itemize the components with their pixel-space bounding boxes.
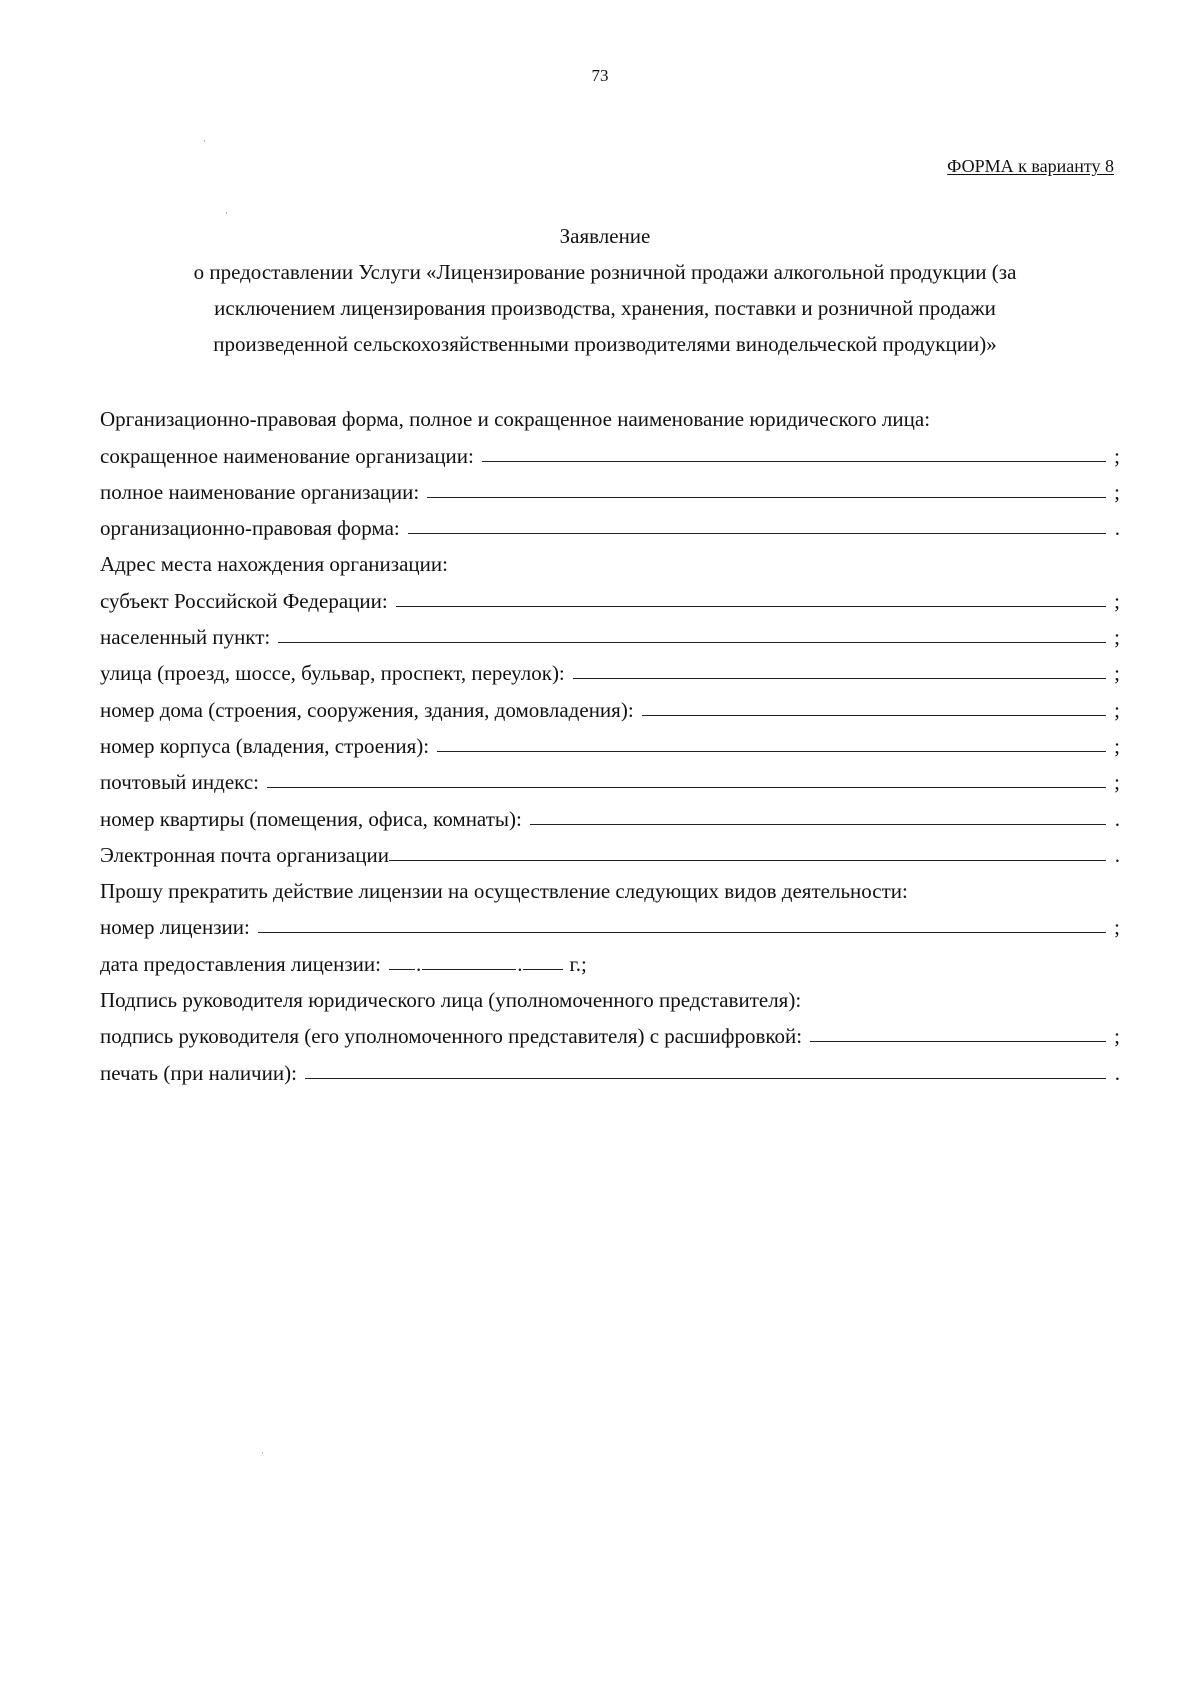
building-field[interactable] xyxy=(437,750,1106,752)
street-row xyxy=(100,650,1120,686)
region-field[interactable] xyxy=(396,605,1106,607)
address-section-heading xyxy=(100,541,1120,577)
apartment-label: номер квартиры (помещения, офиса, комнаты): xyxy=(100,806,522,831)
email-label: Электронная почта организации xyxy=(100,842,389,867)
postal-code-row xyxy=(100,759,1120,795)
full-name-field[interactable] xyxy=(427,496,1106,498)
signature-field[interactable] xyxy=(810,1040,1106,1042)
license-date-day-field[interactable] xyxy=(389,968,415,970)
signature-section-heading xyxy=(100,977,1120,1013)
locality-label: населенный пункт: xyxy=(100,625,271,650)
street-field[interactable] xyxy=(573,677,1106,679)
postal-code-end: ; xyxy=(1114,770,1120,795)
scan-speck xyxy=(262,1452,263,1454)
seal-label: печать (при наличии): xyxy=(100,1060,297,1085)
request-section-label: Прошу прекратить действие лицензии на осуществление следующих видов деятельности: xyxy=(100,879,908,904)
license-number-field[interactable] xyxy=(258,931,1106,933)
email-end: . xyxy=(1114,842,1120,867)
scan-speck xyxy=(226,212,227,214)
title-line-3: произведенной сельскохозяйственными производителями винодельческой продукции)» xyxy=(213,332,997,356)
legal-form-field[interactable] xyxy=(408,532,1106,534)
license-date-sep-2: . xyxy=(517,951,523,976)
street-end: ; xyxy=(1114,661,1120,686)
page-number: 73 xyxy=(591,66,609,85)
license-date-year-field[interactable] xyxy=(523,968,563,970)
building-end: ; xyxy=(1114,733,1120,758)
full-name-end: ; xyxy=(1114,479,1120,504)
full-name-label: полное наименование организации: xyxy=(100,479,420,504)
signature-label: подпись руководителя (его уполномоченного представителя) с расшифровкой: xyxy=(100,1024,803,1049)
email-field[interactable] xyxy=(389,859,1106,861)
region-label: субъект Российской Федерации: xyxy=(100,588,388,613)
title-line-1: о предоставлении Услуги «Лицензирование розничной продажи алкогольной продукции (за xyxy=(193,260,1017,284)
address-section-label: Адрес места нахождения организации: xyxy=(100,552,448,577)
org-section-label: Организационно-правовая форма, полное и сокращенное наименование юридического лица: xyxy=(100,407,931,432)
license-number-label: номер лицензии: xyxy=(100,915,250,940)
request-section-heading xyxy=(100,868,1120,904)
postal-code-field[interactable] xyxy=(267,786,1106,788)
license-date-month-field[interactable] xyxy=(422,968,516,970)
scan-speck xyxy=(204,140,205,142)
apartment-end: . xyxy=(1114,806,1120,831)
short-name-end: ; xyxy=(1114,443,1120,468)
legal-form-label: организационно-правовая форма: xyxy=(100,516,400,541)
application-title xyxy=(110,218,1100,362)
legal-form-row xyxy=(100,505,1120,541)
short-name-label: сокращенное наименование организации: xyxy=(100,443,474,468)
org-section-heading xyxy=(100,396,1120,432)
house-row xyxy=(100,686,1120,722)
signature-section-label: Подпись руководителя юридического лица (уполномоченного представителя): xyxy=(100,988,802,1013)
region-end: ; xyxy=(1114,588,1120,613)
apartment-field[interactable] xyxy=(530,823,1106,825)
license-number-row xyxy=(100,904,1120,940)
locality-field[interactable] xyxy=(278,641,1106,643)
house-field[interactable] xyxy=(642,714,1106,716)
license-date-sep-1: . xyxy=(415,951,422,976)
building-label: номер корпуса (владения, строения): xyxy=(100,733,430,758)
license-number-end: ; xyxy=(1114,915,1120,940)
signature-row xyxy=(100,1013,1120,1049)
locality-row xyxy=(100,614,1120,650)
license-date-label: дата предоставления лицензии: xyxy=(100,951,381,976)
title-heading: Заявление xyxy=(559,224,651,248)
seal-field[interactable] xyxy=(305,1077,1106,1079)
locality-end: ; xyxy=(1114,625,1120,650)
application-fields xyxy=(100,396,1120,1086)
postal-code-label: почтовый индекс: xyxy=(100,770,259,795)
full-name-row xyxy=(100,469,1120,505)
short-name-field[interactable] xyxy=(482,460,1106,462)
seal-end: . xyxy=(1114,1060,1120,1085)
house-end: ; xyxy=(1114,697,1120,722)
region-row xyxy=(100,577,1120,613)
title-line-2: исключением лицензирования производства, хранения, поставки и розничной продажи xyxy=(214,296,996,320)
license-date-year-suffix: г.; xyxy=(569,951,587,976)
building-row xyxy=(100,723,1120,759)
license-date-row xyxy=(100,940,1120,976)
house-label: номер дома (строения, сооружения, здания, домовладения): xyxy=(100,697,634,722)
seal-row xyxy=(100,1049,1120,1085)
signature-end: ; xyxy=(1114,1024,1120,1049)
street-label: улица (проезд, шоссе, бульвар, проспект, переулок): xyxy=(100,661,565,686)
apartment-row xyxy=(100,795,1120,831)
short-name-row xyxy=(100,432,1120,468)
legal-form-end: . xyxy=(1114,516,1120,541)
email-row xyxy=(100,832,1120,868)
form-reference: ФОРМА к варианту 8 xyxy=(947,156,1114,176)
